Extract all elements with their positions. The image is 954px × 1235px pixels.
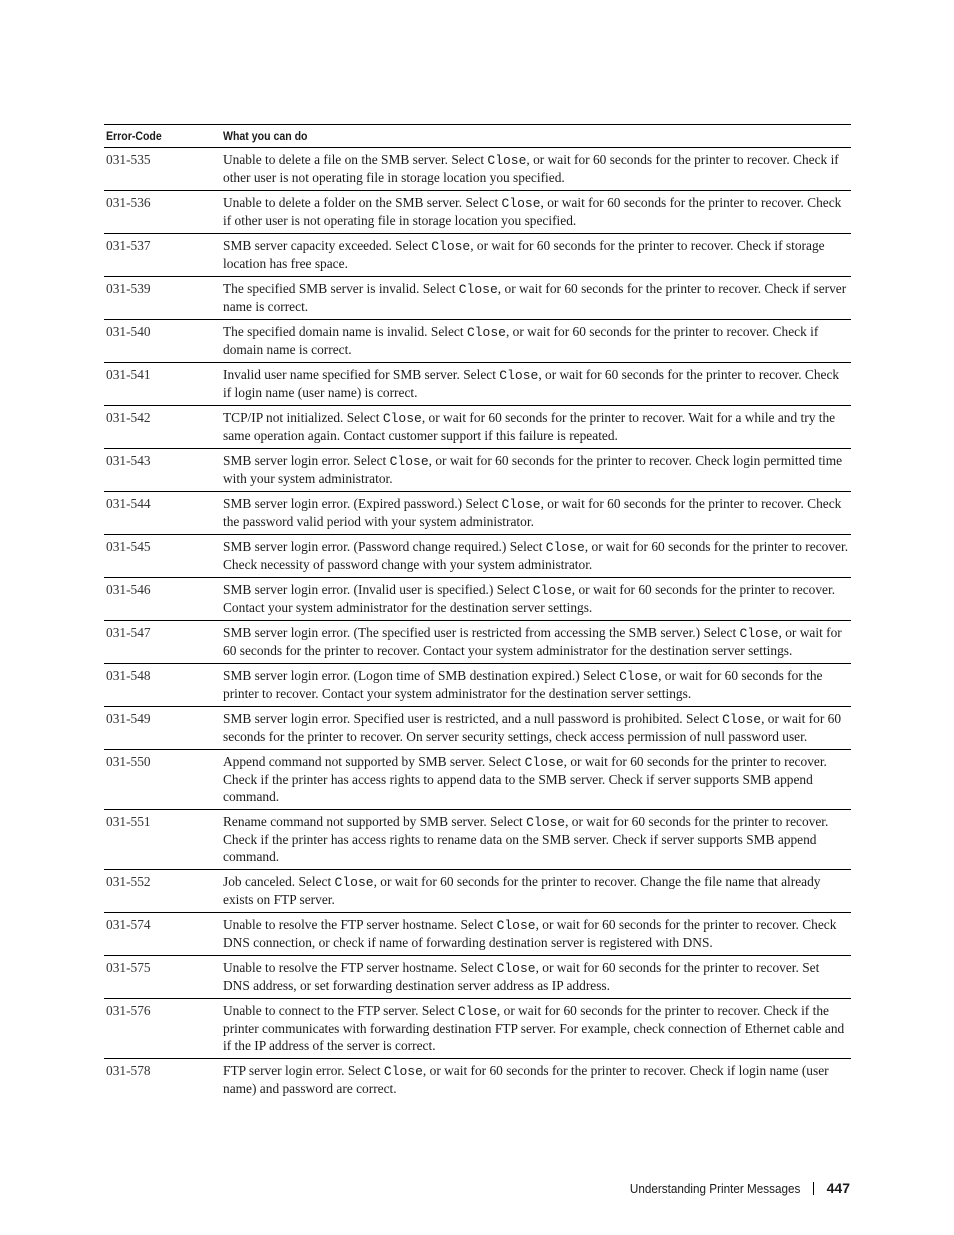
action-cell bbox=[223, 409, 851, 444]
close-command: Close bbox=[501, 196, 541, 211]
action-cell bbox=[223, 624, 851, 659]
action-text: SMB server login error. Select bbox=[223, 453, 390, 468]
close-command: Close bbox=[499, 368, 539, 383]
table-row bbox=[104, 1059, 851, 1101]
action-cell bbox=[223, 667, 851, 702]
action-text: Invalid user name specified for SMB server. Select bbox=[223, 367, 500, 382]
error-code-cell: 031-535 bbox=[106, 152, 151, 167]
page-number: 447 bbox=[826, 1180, 850, 1196]
table-row bbox=[104, 363, 851, 406]
error-code-cell: 031-574 bbox=[106, 917, 151, 932]
close-command: Close bbox=[501, 497, 541, 512]
table-row bbox=[104, 870, 851, 913]
action-text: , or wait for 60 seconds for the printer to recover. Check DNS connection, or check if name of forwarding destination server is registered with DNS. bbox=[223, 917, 837, 950]
table-row bbox=[104, 320, 851, 363]
error-code-cell: 031-549 bbox=[106, 711, 151, 726]
action-text: , or wait for 60 seconds for the printer to recover. Check if other user is not operating file in storage location you specified. bbox=[223, 152, 839, 185]
action-cell bbox=[223, 538, 851, 573]
error-code-table bbox=[104, 124, 851, 1101]
close-command: Close bbox=[532, 583, 572, 598]
action-text: , or wait for 60 seconds for the printer to recover. Set DNS address, or set forwarding destination server address as IP address. bbox=[223, 960, 820, 993]
action-text: , or wait for 60 seconds for the printer to recover. Change the file name that already exists on FTP server. bbox=[223, 874, 821, 907]
error-code-cell: 031-551 bbox=[106, 814, 151, 829]
table-row bbox=[104, 277, 851, 320]
action-text: Append command not supported by SMB server. Select bbox=[223, 754, 525, 769]
action-cell bbox=[223, 959, 851, 994]
table-row bbox=[104, 664, 851, 707]
close-command: Close bbox=[382, 411, 422, 426]
close-command: Close bbox=[457, 1004, 497, 1019]
action-text: SMB server login error. (Password change required.) Select bbox=[223, 539, 546, 554]
close-command: Close bbox=[739, 626, 779, 641]
action-text: , or wait for 60 seconds for the printer to recover. Check if the printer has access rights to append data to the SMB server. Check if server supports SMB append command. bbox=[223, 754, 827, 804]
error-code-cell: 031-548 bbox=[106, 668, 151, 683]
action-cell bbox=[223, 280, 851, 315]
table-row bbox=[104, 449, 851, 492]
action-text: SMB server capacity exceeded. Select bbox=[223, 238, 432, 253]
error-code-cell: 031-545 bbox=[106, 539, 151, 554]
action-text: SMB server login error. Specified user is restricted, and a null password is prohibited. Select bbox=[223, 711, 723, 726]
error-code-cell: 031-544 bbox=[106, 496, 151, 511]
error-code-cell: 031-537 bbox=[106, 238, 151, 253]
table-row bbox=[104, 913, 851, 956]
error-code-cell: 031-552 bbox=[106, 874, 151, 889]
table-row bbox=[104, 999, 851, 1059]
action-cell bbox=[223, 710, 851, 745]
table-row bbox=[104, 492, 851, 535]
action-text: Unable to resolve the FTP server hostname. Select bbox=[223, 917, 497, 932]
action-text: , or wait for 60 seconds for the printer to recover. Check if domain name is correct. bbox=[223, 324, 819, 357]
action-cell bbox=[223, 873, 851, 908]
action-text: Unable to connect to the FTP server. Select bbox=[223, 1003, 458, 1018]
action-text: Unable to resolve the FTP server hostname. Select bbox=[223, 960, 497, 975]
action-text: TCP/IP not initialized. Select bbox=[223, 410, 383, 425]
action-text: FTP server login error. Select bbox=[223, 1063, 384, 1078]
action-text: SMB server login error. (Expired password.) Select bbox=[223, 496, 502, 511]
action-text: SMB server login error. (Logon time of SMB destination expired.) Select bbox=[223, 668, 620, 683]
action-cell bbox=[223, 151, 851, 186]
close-command: Close bbox=[619, 669, 659, 684]
action-text: The specified SMB server is invalid. Select bbox=[223, 281, 459, 296]
action-cell bbox=[223, 495, 851, 530]
action-text: , or wait for 60 seconds for the printer to recover. Wait for a while and try the same operation again. Contact customer support if this failure is repeated. bbox=[223, 410, 836, 443]
close-command: Close bbox=[487, 153, 527, 168]
action-cell bbox=[223, 452, 851, 487]
action-cell bbox=[223, 916, 851, 951]
action-text: , or wait for 60 seconds for the printer to recover. Check necessity of password change with your system administrator. bbox=[223, 539, 849, 572]
close-command: Close bbox=[545, 540, 585, 555]
table-row bbox=[104, 535, 851, 578]
action-cell bbox=[223, 366, 851, 401]
close-command: Close bbox=[383, 1064, 423, 1079]
close-command: Close bbox=[496, 961, 536, 976]
action-text: , or wait for 60 seconds for the printer to recover. Check if the printer has access rights to rename data on the SMB server. Check if server supports SMB append command. bbox=[223, 814, 829, 864]
table-body bbox=[104, 148, 851, 1101]
action-text: , or wait for 60 seconds for the printer to recover. Contact your system administrator for the destination server settings. bbox=[223, 668, 823, 701]
table-header bbox=[104, 124, 851, 148]
error-code-cell: 031-541 bbox=[106, 367, 151, 382]
action-text: , or wait for 60 seconds for the printer to recover. Check if login name (user name) is correct. bbox=[223, 367, 840, 400]
table-row bbox=[104, 956, 851, 999]
action-cell bbox=[223, 1002, 851, 1054]
header-error-code: Error-Code bbox=[106, 129, 162, 143]
close-command: Close bbox=[458, 282, 498, 297]
table-row bbox=[104, 191, 851, 234]
close-command: Close bbox=[466, 325, 506, 340]
table-row bbox=[104, 621, 851, 664]
action-text: , or wait for 60 seconds for the printer to recover. Check if other user is not operating file in storage location you specified. bbox=[223, 195, 842, 228]
action-text: Job canceled. Select bbox=[223, 874, 335, 889]
close-command: Close bbox=[524, 755, 564, 770]
error-code-cell: 031-576 bbox=[106, 1003, 151, 1018]
table-row bbox=[104, 234, 851, 277]
action-text: , or wait for 60 seconds for the printer to recover. On server security settings, check access permission of null password user. bbox=[223, 711, 842, 744]
error-code-cell: 031-575 bbox=[106, 960, 151, 975]
close-command: Close bbox=[722, 712, 762, 727]
action-text: , or wait for 60 seconds for the printer to recover. Check if the printer communicates with forwarding destination FTP server. For example, check connection of Ethernet cable and if the IP address of the server is correct. bbox=[223, 1003, 845, 1053]
action-cell bbox=[223, 323, 851, 358]
error-code-cell: 031-536 bbox=[106, 195, 151, 210]
close-command: Close bbox=[496, 918, 536, 933]
action-text: Unable to delete a file on the SMB server. Select bbox=[223, 152, 488, 167]
error-code-cell: 031-543 bbox=[106, 453, 151, 468]
error-code-cell: 031-540 bbox=[106, 324, 151, 339]
action-text: , or wait for 60 seconds for the printer to recover. Check the password valid period with your system administrator. bbox=[223, 496, 842, 529]
close-command: Close bbox=[431, 239, 471, 254]
error-code-cell: 031-550 bbox=[106, 754, 151, 769]
action-text: SMB server login error. (Invalid user is specified.) Select bbox=[223, 582, 533, 597]
action-text: , or wait for 60 seconds for the printer to recover. Contact your system administrator for the destination server settings. bbox=[223, 625, 842, 658]
error-code-cell: 031-547 bbox=[106, 625, 151, 640]
action-text: , or wait for 60 seconds for the printer to recover. Check if server name is correct. bbox=[223, 281, 847, 314]
action-text: SMB server login error. (The specified user is restricted from accessing the SMB server.) Select bbox=[223, 625, 740, 640]
header-what-you-can-do: What you can do bbox=[223, 129, 308, 143]
table-row bbox=[104, 406, 851, 449]
error-code-cell: 031-542 bbox=[106, 410, 151, 425]
close-command: Close bbox=[389, 454, 429, 469]
table-row bbox=[104, 810, 851, 870]
action-text: , or wait for 60 seconds for the printer to recover. Check if storage location has free space. bbox=[223, 238, 825, 271]
footer-divider bbox=[813, 1182, 814, 1195]
table-row bbox=[104, 750, 851, 810]
action-text: , or wait for 60 seconds for the printer to recover. Contact your system administrator for the destination server settings. bbox=[223, 582, 836, 615]
error-code-cell: 031-546 bbox=[106, 582, 151, 597]
error-code-cell: 031-578 bbox=[106, 1063, 151, 1078]
action-text: Rename command not supported by SMB server. Select bbox=[223, 814, 527, 829]
action-cell bbox=[223, 194, 851, 229]
error-code-cell: 031-539 bbox=[106, 281, 151, 296]
action-cell bbox=[223, 813, 851, 865]
action-text: The specified domain name is invalid. Select bbox=[223, 324, 467, 339]
action-text: , or wait for 60 seconds for the printer to recover. Check if login name (user name) and password are correct. bbox=[223, 1063, 829, 1096]
action-cell bbox=[223, 1062, 851, 1097]
action-cell bbox=[223, 753, 851, 805]
table-row bbox=[104, 707, 851, 750]
action-cell bbox=[223, 581, 851, 616]
page-footer bbox=[611, 1180, 850, 1196]
close-command: Close bbox=[334, 875, 374, 890]
action-text: , or wait for 60 seconds for the printer to recover. Check login permitted time with your system administrator. bbox=[223, 453, 843, 486]
action-text: Unable to delete a folder on the SMB server. Select bbox=[223, 195, 502, 210]
close-command: Close bbox=[526, 815, 566, 830]
action-cell bbox=[223, 237, 851, 272]
table-row bbox=[104, 148, 851, 191]
footer-section-title: Understanding Printer Messages bbox=[630, 1180, 801, 1196]
table-row bbox=[104, 578, 851, 621]
